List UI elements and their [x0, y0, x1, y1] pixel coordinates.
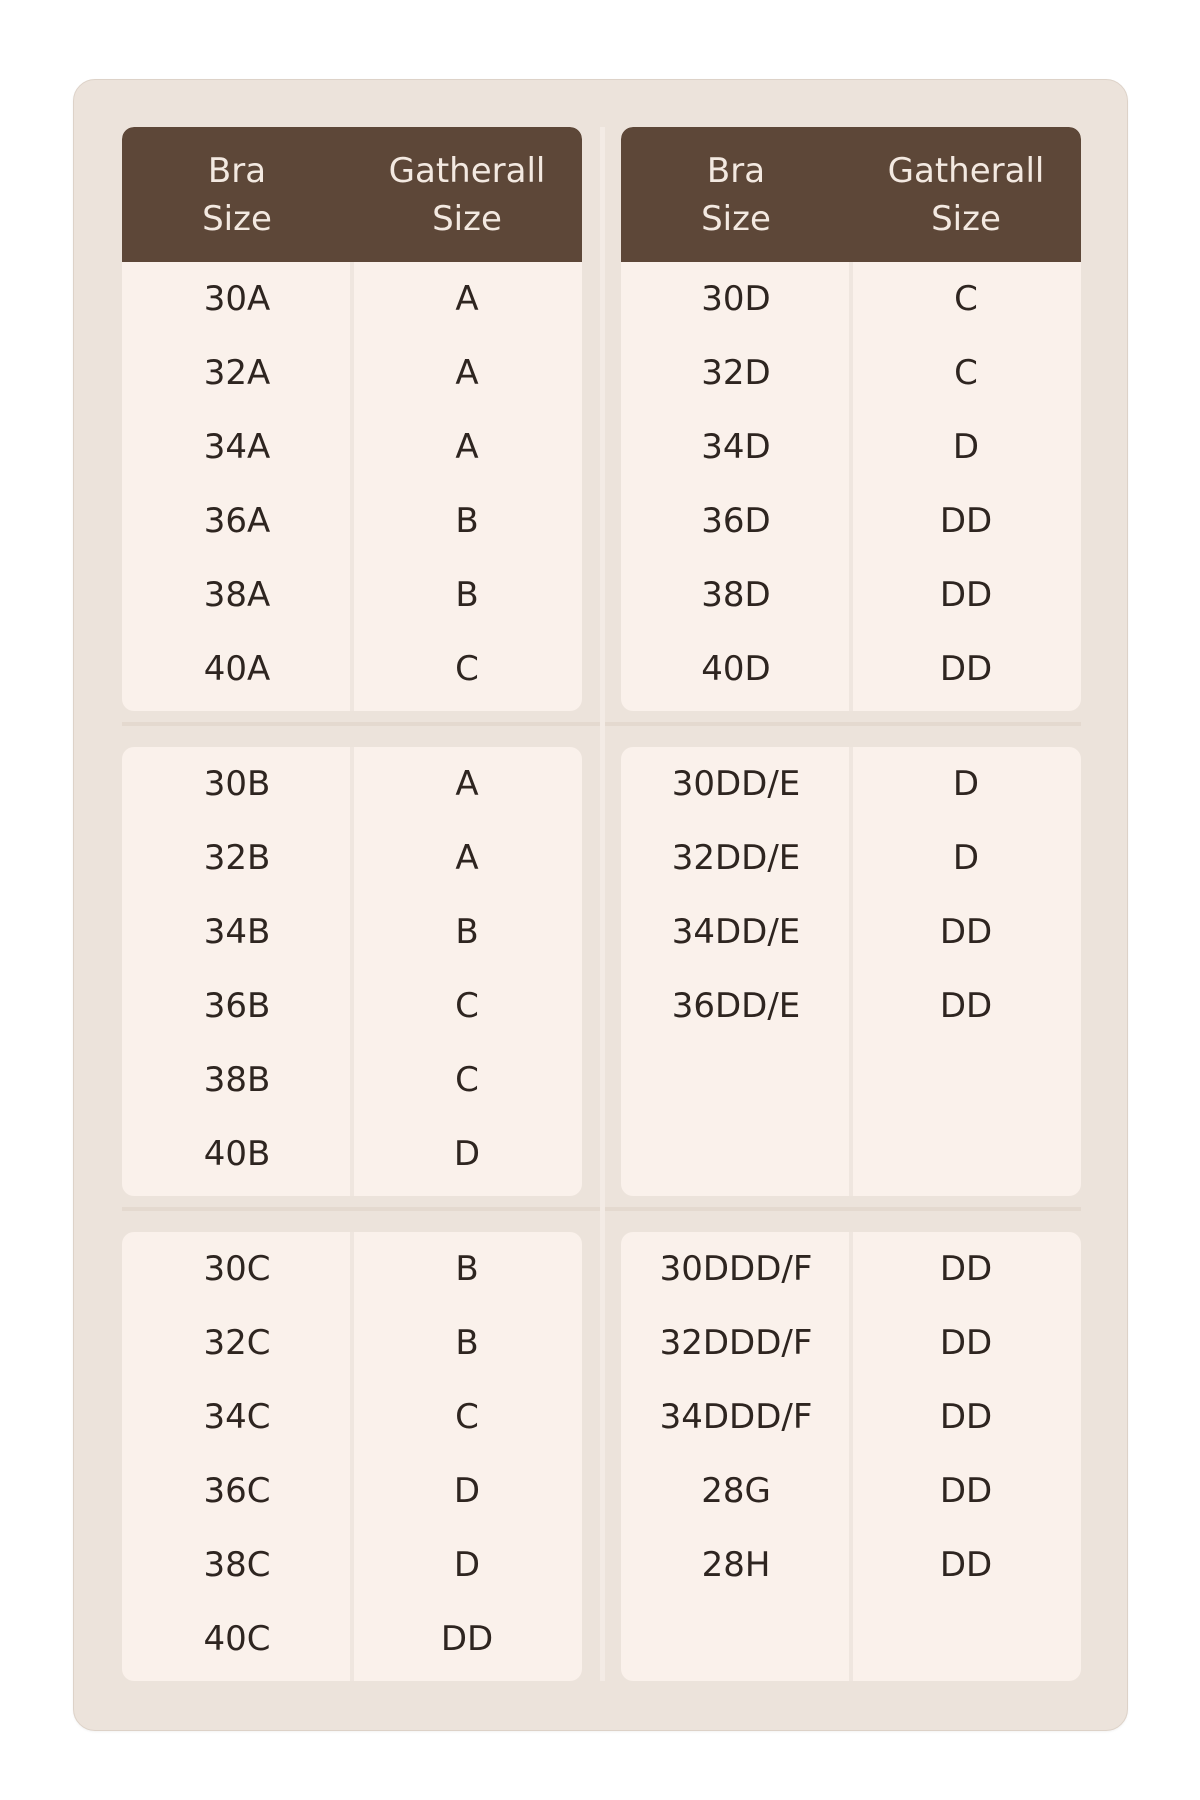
gatherall-size-cell: B	[455, 912, 479, 952]
table-row	[122, 1306, 582, 1380]
gatherall-size-cell: DD	[939, 1545, 993, 1585]
table-row	[621, 1528, 1081, 1602]
header-gatherall-label-line2: Size	[931, 198, 1001, 239]
bra-size-cell: 34C	[203, 1397, 271, 1437]
header-bra-label-line1: Bra	[706, 150, 766, 191]
bra-size-cell: 32DDD/F	[659, 1323, 813, 1363]
bra-size-cell: 40D	[701, 649, 771, 689]
bra-size-cell: 32A	[203, 353, 271, 393]
bra-size-cell: 38A	[203, 575, 271, 615]
header-gatherall-label-line1: Gatherall	[388, 150, 546, 191]
gatherall-size-cell: A	[455, 353, 479, 393]
size-table-b	[122, 747, 582, 1196]
header-bra-label-line1: Bra	[207, 150, 267, 191]
table-row	[621, 821, 1081, 895]
table-row	[621, 1306, 1081, 1380]
column-gutter-separator	[600, 127, 605, 1681]
bra-size-cell: 36DD/E	[671, 986, 801, 1026]
gatherall-size-cell: B	[455, 575, 479, 615]
gatherall-size-cell: C	[455, 986, 479, 1026]
header-bra-size	[122, 127, 352, 262]
table-row	[122, 484, 582, 558]
bra-size-cell: 40C	[203, 1619, 271, 1659]
table-header	[122, 127, 582, 262]
header-gatherall-label-line1: Gatherall	[887, 150, 1045, 191]
bra-size-cell: 34DDD/F	[659, 1397, 813, 1437]
table-row	[621, 969, 1081, 1043]
table-row	[621, 262, 1081, 336]
gatherall-size-cell: A	[455, 838, 479, 878]
table-row	[621, 1454, 1081, 1528]
table-header	[621, 127, 1081, 262]
gatherall-size-cell: B	[455, 1249, 479, 1289]
table-row	[122, 336, 582, 410]
bra-size-cell: 34B	[203, 912, 271, 952]
bra-size-cell: 30C	[203, 1249, 271, 1289]
table-row	[122, 1528, 582, 1602]
gatherall-size-cell: DD	[939, 1471, 993, 1511]
table-rows	[621, 747, 1081, 1043]
gatherall-size-cell: DD	[939, 912, 993, 952]
gatherall-size-cell: DD	[939, 649, 993, 689]
gatherall-size-cell: D	[952, 427, 980, 467]
size-table-dd-e	[621, 747, 1081, 1196]
bra-size-cell: 36D	[701, 501, 771, 541]
table-row	[621, 484, 1081, 558]
table-row	[122, 969, 582, 1043]
gatherall-size-cell: D	[952, 764, 980, 804]
bra-size-cell: 28G	[701, 1471, 771, 1511]
table-rows	[122, 1232, 582, 1676]
bra-size-cell: 40A	[203, 649, 271, 689]
size-table-c	[122, 1232, 582, 1681]
bra-size-cell: 34D	[701, 427, 771, 467]
table-row	[621, 632, 1081, 706]
bra-size-cell: 30D	[701, 279, 771, 319]
gatherall-size-cell: C	[954, 353, 978, 393]
size-chart	[73, 79, 1128, 1731]
bra-size-cell: 38D	[701, 575, 771, 615]
gatherall-size-cell: DD	[939, 1249, 993, 1289]
gatherall-size-cell: DD	[939, 1397, 993, 1437]
gatherall-size-cell: C	[455, 649, 479, 689]
table-rows	[621, 1232, 1081, 1602]
table-row	[122, 1232, 582, 1306]
table-row	[122, 1602, 582, 1676]
bra-size-cell: 40B	[203, 1134, 271, 1174]
bra-size-cell: 38B	[203, 1060, 271, 1100]
table-row	[122, 821, 582, 895]
gatherall-size-cell: B	[455, 501, 479, 541]
header-bra-size	[621, 127, 851, 262]
table-row	[122, 1454, 582, 1528]
bra-size-cell: 38C	[203, 1545, 271, 1585]
gatherall-size-cell: C	[455, 1397, 479, 1437]
gatherall-size-cell: D	[453, 1471, 481, 1511]
table-row	[122, 410, 582, 484]
gatherall-size-cell: D	[453, 1134, 481, 1174]
bra-size-cell: 34A	[203, 427, 271, 467]
table-row	[621, 895, 1081, 969]
table-rows	[122, 262, 582, 706]
gatherall-size-cell: C	[455, 1060, 479, 1100]
gatherall-size-cell: D	[453, 1545, 481, 1585]
table-row	[122, 262, 582, 336]
gatherall-size-cell: DD	[939, 575, 993, 615]
table-row	[122, 632, 582, 706]
bra-size-cell: 28H	[701, 1545, 771, 1585]
size-table-d	[621, 127, 1081, 711]
table-row	[621, 747, 1081, 821]
bra-size-cell: 32B	[203, 838, 271, 878]
bra-size-cell: 34DD/E	[671, 912, 801, 952]
table-row	[621, 558, 1081, 632]
header-bra-label-line2: Size	[202, 198, 272, 239]
bra-size-cell: 36C	[203, 1471, 271, 1511]
gatherall-size-cell: DD	[939, 501, 993, 541]
header-gatherall-size	[851, 127, 1081, 262]
size-table-a	[122, 127, 582, 711]
table-row	[122, 1380, 582, 1454]
table-row	[122, 1117, 582, 1191]
table-row	[621, 1380, 1081, 1454]
bra-size-cell: 30DDD/F	[659, 1249, 813, 1289]
gatherall-size-cell: DD	[440, 1619, 494, 1659]
gatherall-size-cell: DD	[939, 986, 993, 1026]
bra-size-cell: 32C	[203, 1323, 271, 1363]
table-rows	[621, 262, 1081, 706]
table-row	[621, 1232, 1081, 1306]
header-bra-label-line2: Size	[701, 198, 771, 239]
gatherall-size-cell: A	[455, 764, 479, 804]
table-row	[122, 895, 582, 969]
gatherall-size-cell: D	[952, 838, 980, 878]
bra-size-cell: 30DD/E	[671, 764, 801, 804]
table-row	[122, 1043, 582, 1117]
size-table-ddd-f	[621, 1232, 1081, 1681]
gatherall-size-cell: B	[455, 1323, 479, 1363]
table-row	[122, 558, 582, 632]
gatherall-size-cell: A	[455, 427, 479, 467]
header-gatherall-size	[352, 127, 582, 262]
gatherall-size-cell: A	[455, 279, 479, 319]
table-rows	[122, 747, 582, 1191]
bra-size-cell: 30B	[203, 764, 271, 804]
gatherall-size-cell: DD	[939, 1323, 993, 1363]
table-row	[621, 336, 1081, 410]
gatherall-size-cell: C	[954, 279, 978, 319]
bra-size-cell: 36B	[203, 986, 271, 1026]
table-row	[621, 410, 1081, 484]
bra-size-cell: 30A	[203, 279, 271, 319]
bra-size-cell: 32DD/E	[671, 838, 801, 878]
bra-size-cell: 32D	[701, 353, 771, 393]
header-gatherall-label-line2: Size	[432, 198, 502, 239]
table-row	[122, 747, 582, 821]
bra-size-cell: 36A	[203, 501, 271, 541]
